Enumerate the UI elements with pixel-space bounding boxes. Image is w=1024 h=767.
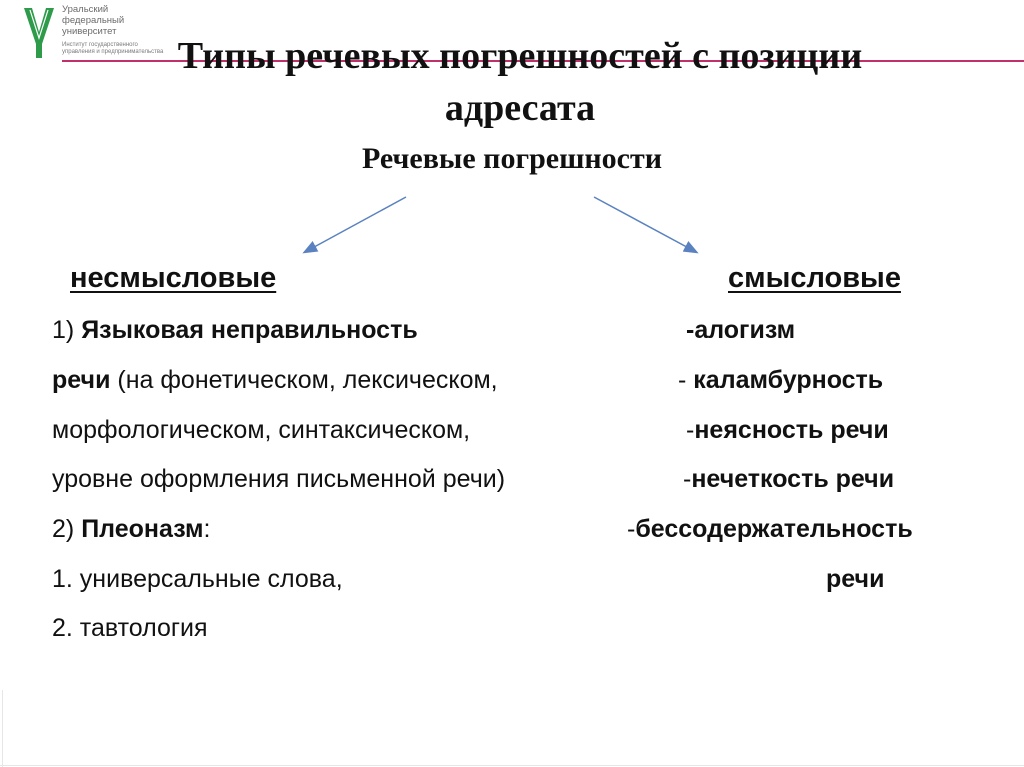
right-item-unclarity <box>686 416 889 445</box>
right-item-alogism: -алогизм <box>686 316 796 344</box>
logo-line-3: университет <box>62 26 117 37</box>
arrow-right <box>594 197 696 252</box>
left-item-1 <box>52 316 418 345</box>
left-item-2-number: 2) <box>52 515 82 543</box>
right-item-unclarity-text: неясность речи <box>694 416 889 444</box>
left-item-1-levels: (на фонетическом, лексическом, <box>110 366 498 394</box>
arrow-left <box>305 197 406 252</box>
right-item-vagueness <box>683 465 894 494</box>
right-item-emptiness <box>627 515 913 544</box>
right-item-vagueness-text: нечеткость речи <box>691 465 895 493</box>
left-subitem-1: 1. универсальные слова, <box>52 565 343 593</box>
left-subitem-2: 2. тавтология <box>52 614 208 642</box>
right-item-pun <box>678 366 883 395</box>
logo-sub-line-1: Институт государственного <box>62 42 138 48</box>
left-item-1-number: 1) <box>52 316 82 344</box>
left-item-1-cont-2: морфологическом, синтаксическом, <box>52 416 471 444</box>
logo-sub-line-2: управления и предпринимательства <box>62 49 164 55</box>
logo-line-1: Уральский <box>62 4 109 15</box>
left-item-2-title: Плеоназм <box>81 515 204 543</box>
left-item-1-cont-1 <box>52 366 498 395</box>
slide-title-line-1: Типы речевых погрешностей с позиции <box>177 35 863 77</box>
left-item-1-title: Языковая неправильность <box>81 316 418 344</box>
right-item-pun-dash: - <box>678 366 694 394</box>
left-heading-non-semantic: несмысловые <box>70 262 277 294</box>
right-item-unclarity-dash: - <box>686 416 695 444</box>
left-item-2 <box>52 515 210 544</box>
logo-line-2: федеральный <box>62 15 125 26</box>
right-item-emptiness-text: бессодержательность <box>635 515 913 543</box>
right-heading-semantic: смысловые <box>728 262 901 294</box>
right-item-pun-text: каламбурность <box>693 366 884 394</box>
right-item-emptiness-cont: речи <box>826 565 885 593</box>
right-item-vagueness-dash: - <box>683 465 692 493</box>
left-item-1-speech: речи <box>52 366 111 394</box>
slide-subtitle: Речевые погрешности <box>361 142 663 175</box>
left-item-2-colon: : <box>203 515 211 543</box>
left-item-1-cont-3: уровне оформления письменной речи) <box>52 465 506 493</box>
slide-title-line-2: адресата <box>444 87 596 129</box>
right-item-emptiness-dash: - <box>627 515 636 543</box>
